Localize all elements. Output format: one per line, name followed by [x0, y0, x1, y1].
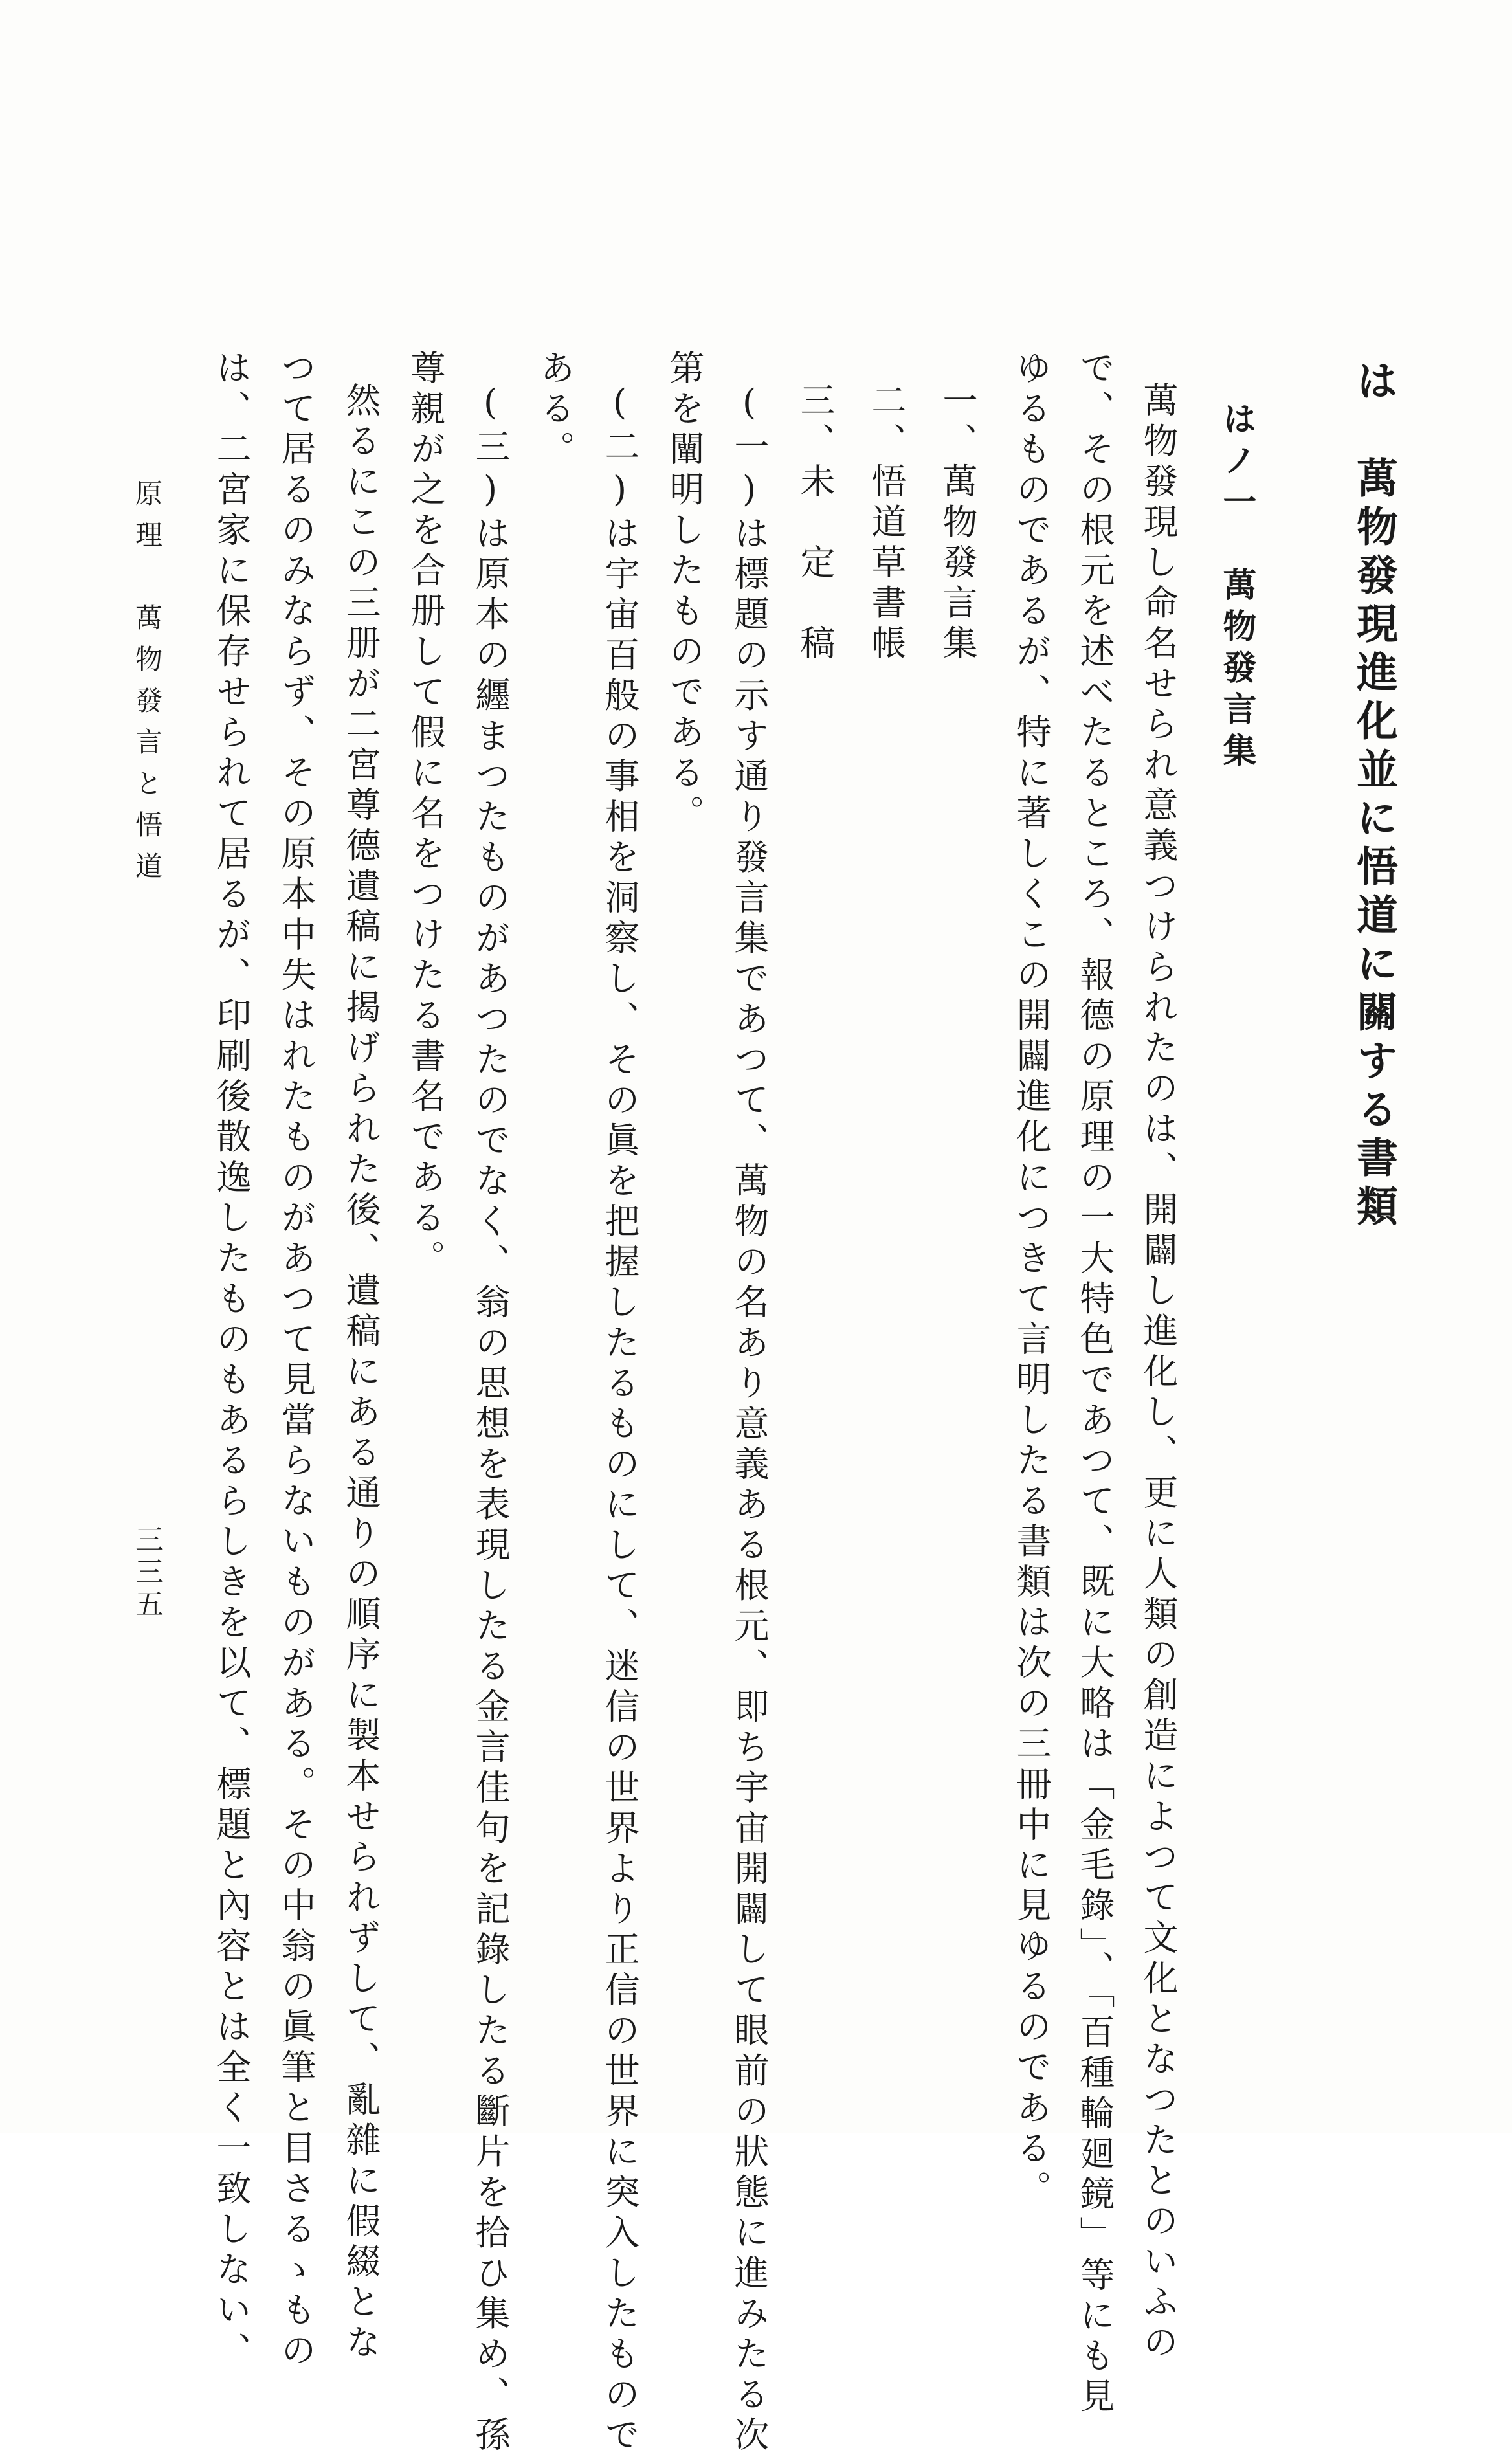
subsection-title: はノ一 萬物發言集: [1217, 401, 1256, 774]
note-1-line-2: 第を闡明したものである。: [664, 350, 705, 835]
note-3-line-2: 尊親が之を合册して假に名をつけたる書名である。: [405, 350, 446, 1280]
paragraph-2-line-3: は、二宮家に保存せられて居るが、印刷後散逸したものもあるらしきを以て、標題と內容とは全く一致しない、: [211, 350, 252, 2372]
paragraph-2-line-2: つて居るのみならず、その原本中失はれたものがあつて見當らないものがある。その中翁の眞筆と目さるゝもの: [276, 350, 317, 2372]
note-1-line-1: (一)は標題の示す通り發言集であつて、萬物の名あり意義ある根元、即ち宇宙開闢して眼前の狀態に進みたる次: [729, 382, 770, 2457]
paragraph-1-line-3: ゆるものであるが、特に著しくこの開闢進化につきて言明したる書類は次の三冊中に見ゆるのである。: [1011, 350, 1052, 2210]
note-2-line-2: ある。: [535, 350, 575, 471]
note-2-line-1: (二)は宇宙百般の事相を洞察し、その眞を把握したるものにして、迷信の世界より正信の世界に突入したもので: [599, 382, 640, 2457]
note-3-line-1: (三)は原本の纒まつたものがあつたのでなく、翁の思想を表現したる金言佳句を記錄したる斷片を拾ひ集め、孫: [470, 382, 511, 2457]
section-title: は 萬物發現進化並に悟道に關する書類: [1350, 359, 1397, 1233]
paragraph-1-line-2: で、その根元を述べたるところ、報德の原理の一大特色であつて、既に大略は「金毛錄」、「百種輪廻鏡」等にも見: [1074, 350, 1115, 2418]
list-item-2: 二、悟道草書帳: [866, 382, 907, 665]
page-number: 三三五: [130, 1524, 163, 1621]
list-item-3: 三、未 定 稿: [795, 382, 836, 665]
running-title: 原理 萬物發言と悟道: [131, 479, 163, 893]
list-item-1: 一、萬物發言集: [937, 382, 978, 665]
paragraph-2-line-1: 然るにこの三册が二宮尊德遺稿に揭げられた後、遺稿にある通りの順序に製本せられずして、亂雜に假綴とな: [340, 382, 381, 2364]
paragraph-1-line-1: 萬物發現し命名せられ意義つけられたのは、開闢し進化し、更に人類の創造によつて文化となつたとのいふの: [1138, 382, 1179, 2364]
